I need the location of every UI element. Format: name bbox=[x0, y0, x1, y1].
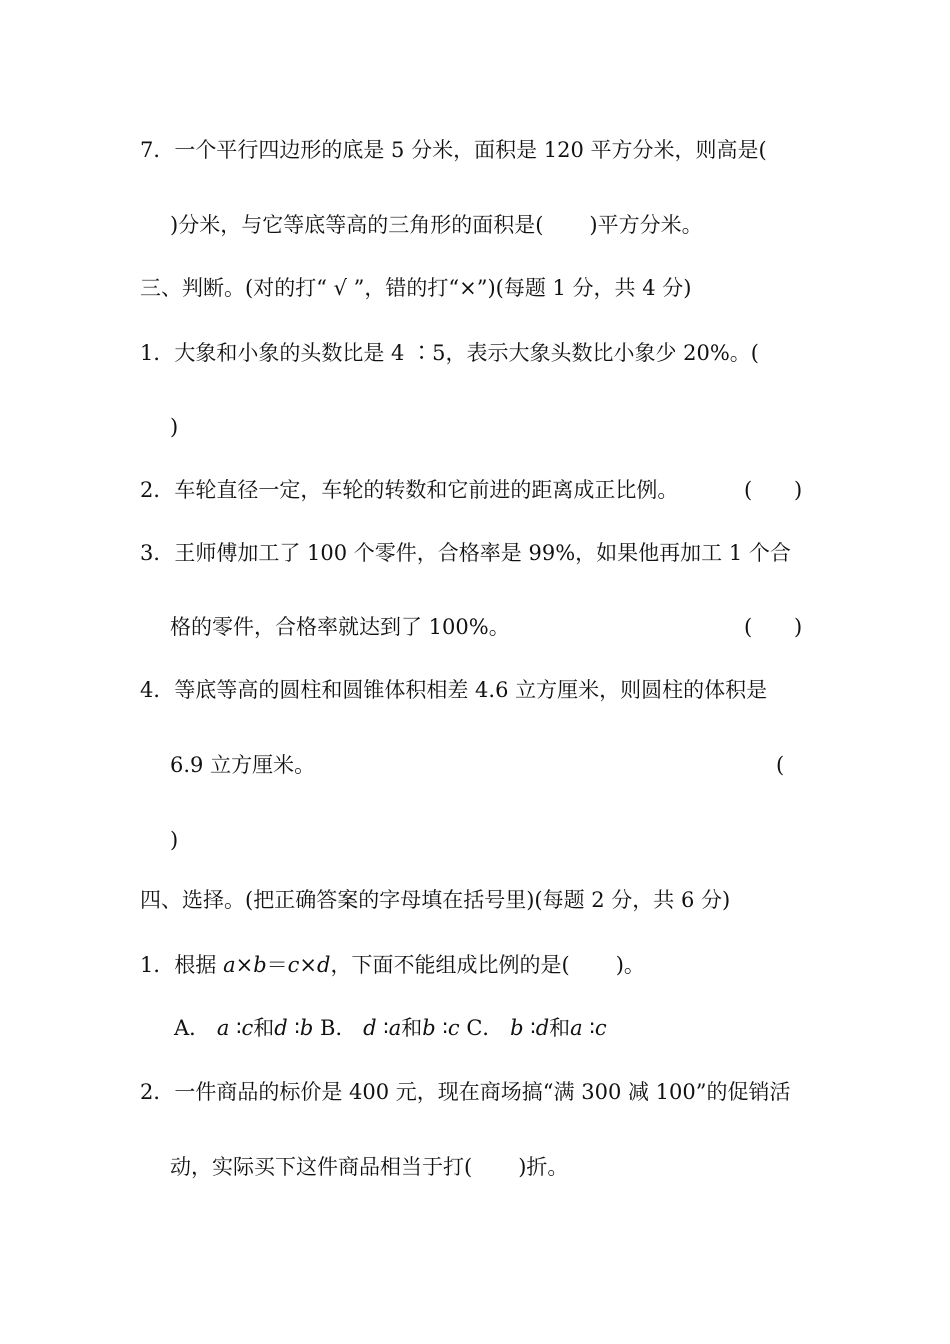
var-d: d bbox=[317, 953, 331, 977]
option-b[interactable] bbox=[320, 1016, 460, 1040]
equals-sign: ＝ bbox=[266, 953, 288, 977]
s3-q4-line1 bbox=[140, 675, 767, 705]
s4-q2-line2 bbox=[170, 1152, 568, 1182]
q7-text-line1: 一个平行四边形的底是 5 分米，面积是 120 平方分米，则高是( bbox=[174, 138, 767, 162]
s4-q1-line1 bbox=[140, 950, 645, 980]
s3-q2-paren-close: ) bbox=[794, 478, 803, 502]
q7-text-line2b: )平方分米。 bbox=[589, 213, 703, 237]
s3-q4-line3: ) bbox=[170, 828, 179, 852]
s3-q1-number: 1． bbox=[140, 341, 175, 365]
and-word: 和 bbox=[401, 1016, 423, 1040]
s3-q4-paren-open: ( bbox=[776, 753, 785, 777]
s3-q1-line2: ) bbox=[170, 415, 179, 439]
var-b: b bbox=[299, 1016, 314, 1040]
s3-q3-paren-close: ) bbox=[794, 615, 803, 639]
s4-q1-end: )。 bbox=[615, 953, 645, 977]
var-d: d bbox=[535, 1016, 550, 1040]
option-a-label: A． bbox=[174, 1016, 211, 1040]
q7-number: 7． bbox=[140, 138, 175, 162]
s4-q2-number: 2． bbox=[140, 1080, 175, 1104]
s4-q1-post: ，下面不能组成比例的是( bbox=[330, 953, 570, 977]
s3-q4-number: 4． bbox=[140, 678, 175, 702]
s3-q2-text: 车轮直径一定，车轮的转数和它前进的距离成正比例。 bbox=[174, 478, 679, 502]
var-a: a bbox=[216, 1016, 230, 1040]
times-sign: × bbox=[235, 953, 254, 977]
var-b: b bbox=[253, 953, 267, 977]
s4-q1-pre: 根据 bbox=[174, 953, 224, 977]
s4-q1-number: 1． bbox=[140, 953, 175, 977]
option-b-label: B． bbox=[320, 1016, 357, 1040]
q7-text-line2a: )分米，与它等底等高的三角形的面积是( bbox=[170, 213, 544, 237]
ratio-colon: ∶ bbox=[435, 1016, 448, 1040]
s4-q2-text-line2a: 动，实际买下这件商品相当于打( bbox=[170, 1155, 473, 1179]
option-a[interactable] bbox=[174, 1016, 313, 1040]
var-d: d bbox=[363, 1016, 377, 1040]
s3-q3-line1 bbox=[140, 538, 791, 568]
section4-heading: 四、选择。(把正确答案的字母填在括号里)(每题 2 分，共 6 分) bbox=[140, 888, 731, 912]
s3-q1-line1 bbox=[140, 338, 759, 368]
s3-q4-line2: 6.9 立方厘米。 bbox=[170, 753, 316, 777]
s3-q2-paren-open: ( bbox=[744, 478, 753, 502]
var-a: a bbox=[388, 1016, 402, 1040]
times-sign: × bbox=[299, 953, 318, 977]
ratio-colon: ∶ bbox=[229, 1016, 242, 1040]
var-c: c bbox=[594, 1016, 607, 1040]
ratio-colon: ∶ bbox=[582, 1016, 595, 1040]
var-a: a bbox=[223, 953, 236, 977]
var-d: d bbox=[274, 1016, 288, 1040]
var-c: c bbox=[287, 953, 300, 977]
var-b: b bbox=[422, 1016, 436, 1040]
q7-line2 bbox=[170, 210, 703, 240]
s4-q1-options bbox=[174, 1013, 607, 1043]
var-c: c bbox=[447, 1016, 460, 1040]
section3-heading: 三、判断。(对的打“ √ ”，错的打“×”)(每题 1 分，共 4 分) bbox=[140, 276, 692, 300]
ratio-colon: ∶ bbox=[287, 1016, 300, 1040]
s4-q2-text-line2b: )折。 bbox=[518, 1155, 569, 1179]
s3-q4-text-line1: 等底等高的圆柱和圆锥体积相差 4.6 立方厘米，则圆柱的体积是 bbox=[174, 678, 768, 702]
var-b: b bbox=[510, 1016, 524, 1040]
s3-q2-line1 bbox=[140, 475, 678, 505]
ratio-colon: ∶ bbox=[376, 1016, 389, 1040]
var-a: a bbox=[570, 1016, 583, 1040]
and-word: 和 bbox=[253, 1016, 275, 1040]
s3-q3-paren-open: ( bbox=[744, 615, 753, 639]
ratio-colon: ∶ bbox=[523, 1016, 536, 1040]
option-c-label: C． bbox=[466, 1016, 504, 1040]
s3-q3-number: 3． bbox=[140, 541, 175, 565]
s4-q2-text-line1: 一件商品的标价是 400 元，现在商场搞“满 300 减 100”的促销活 bbox=[174, 1080, 791, 1104]
q7-line1 bbox=[140, 135, 767, 165]
s4-q2-line1 bbox=[140, 1077, 790, 1107]
s3-q2-number: 2． bbox=[140, 478, 175, 502]
s3-q1-text: 大象和小象的头数比是 4 ∶5，表示大象头数比小象少 20%。( bbox=[174, 341, 759, 365]
var-c: c bbox=[241, 1016, 254, 1040]
option-c[interactable] bbox=[466, 1016, 606, 1040]
and-word: 和 bbox=[549, 1016, 571, 1040]
s3-q3-line2: 格的零件，合格率就达到了 100%。 bbox=[170, 615, 510, 639]
s3-q3-text-line1: 王师傅加工了 100 个零件，合格率是 99%，如果他再加工 1 个合 bbox=[174, 541, 791, 565]
